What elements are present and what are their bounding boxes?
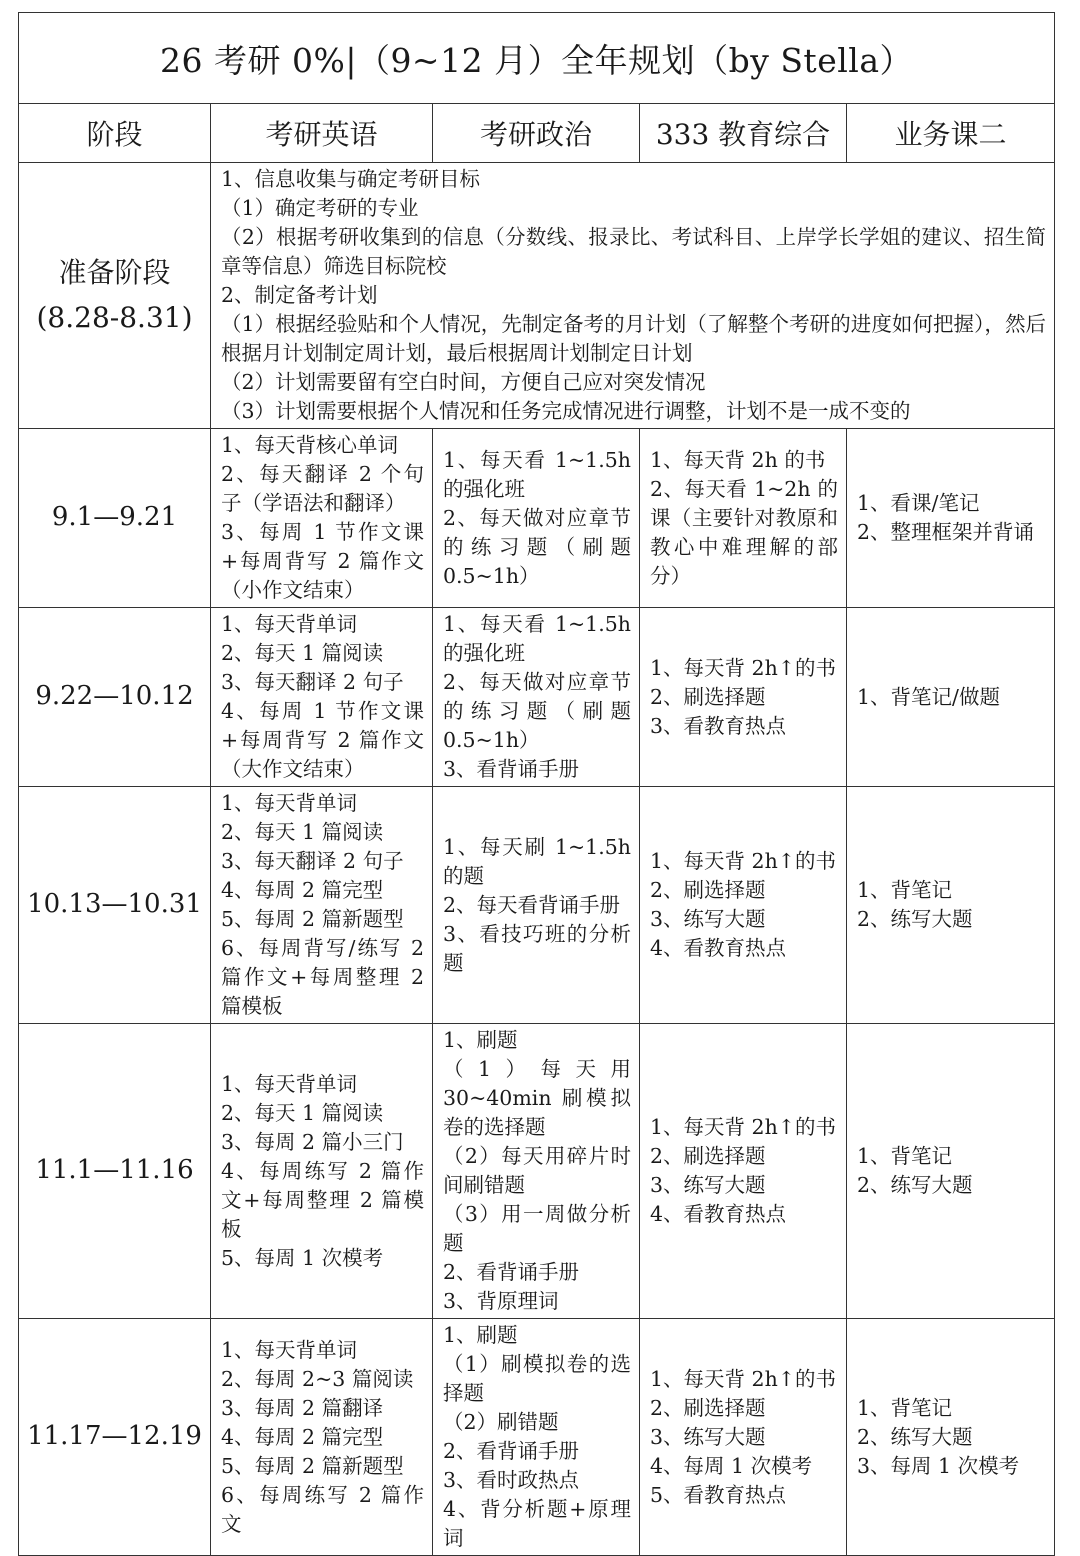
course2-cell (847, 1319, 1055, 1556)
task-line: 2、练写大题 (857, 1424, 973, 1449)
task-line: 3、练写大题 (650, 1173, 766, 1197)
task-line: 3、看背诵手册 (443, 757, 580, 781)
task-line: 5、每周 2 篇新题型 (221, 1453, 404, 1478)
task-line: 2、每天 1 篇阅读 (221, 820, 384, 844)
prep-stage-cell (19, 163, 211, 429)
stage-cell: 9.22—10.12 (19, 608, 211, 787)
task-line: 1、每天看 1~1.5h 的强化班 (443, 447, 638, 501)
task-line: 1、每天背单词 (221, 612, 358, 636)
task-line: 1、每天看 1~1.5h 的强化班 (443, 612, 638, 665)
task-line: 1、每天背 2h↑的书 (650, 1366, 836, 1391)
edu333-cell (640, 1319, 847, 1556)
table-row (19, 1024, 1055, 1319)
task-line: 3、练写大题 (650, 907, 766, 931)
prep-stage-dates: (8.28-8.31) (36, 300, 193, 334)
english-cell (211, 608, 433, 787)
task-line: 1、每天背单词 (221, 1337, 358, 1362)
task-line: 3、每周 2 篇小三门 (221, 1129, 404, 1154)
course2-cell (847, 1024, 1055, 1319)
task-line: 1、每天背核心单词 (221, 433, 399, 457)
task-line: 2、每天看背诵手册 (443, 892, 621, 917)
task-line: 1、每天背 2h 的书 (650, 447, 826, 472)
task-line: 1、每天背 2h↑的书 (650, 655, 836, 680)
task-line: 4、每周 2 篇完型 (221, 878, 384, 902)
task-line: 2、刷选择题 (650, 684, 766, 709)
politics-cell (433, 429, 640, 608)
task-line: 2、每天做对应章节的练习题（刷题 0.5~1h） (443, 670, 638, 752)
plan-table (18, 12, 1055, 1556)
edu333-cell (640, 1024, 847, 1319)
stage-cell: 11.1—11.16 (19, 1024, 211, 1319)
task-line: 2、每天 1 篇阅读 (221, 1100, 384, 1125)
task-line: 3、每周 2 篇翻译 (221, 1395, 384, 1420)
task-line: 1、每天背单词 (221, 1071, 358, 1096)
edu333-cell (640, 429, 847, 608)
task-line: 3、背原理词 (443, 1289, 559, 1313)
course2-cell (847, 429, 1055, 608)
task-line: 4、每周 1 节作文课+每周背写 2 篇作文（大作文结束） (221, 699, 424, 781)
task-line: 4、每周 1 次模考 (650, 1453, 813, 1478)
task-line: （2）刷错题 (443, 1410, 559, 1434)
header-course2: 业务课二 (847, 104, 1055, 163)
english-cell (211, 787, 433, 1024)
english-cell (211, 1024, 433, 1319)
task-line: 4、每周 2 篇完型 (221, 1424, 384, 1449)
course2-cell (847, 787, 1055, 1024)
task-line: 1、刷题 (443, 1323, 518, 1347)
task-line: 2、每天做对应章节的练习题（刷题 0.5~1h） (443, 505, 638, 588)
task-line: （2）每天用碎片时间刷错题 (443, 1144, 631, 1197)
task-line: 2、练写大题 (857, 1173, 973, 1197)
task-line: 1、背笔记 (857, 1144, 953, 1168)
task-line: 4、每周练写 2 篇作文+每周整理 2 篇模板 (221, 1158, 424, 1241)
table-row (19, 787, 1055, 1024)
table-row (19, 608, 1055, 787)
task-line: 3、看技巧班的分析题 (443, 921, 631, 975)
politics-cell (433, 787, 640, 1024)
stage-cell: 10.13—10.31 (19, 787, 211, 1024)
table-title: 26 考研 0%|（9~12 月）全年规划（by Stella） (19, 13, 1055, 104)
task-line: （1）刷模拟卷的选择题 (443, 1352, 631, 1405)
task-line: 1、每天背单词 (221, 791, 358, 815)
task-line: 1、看课/笔记 (857, 491, 980, 515)
task-line: 1、每天背 2h↑的书 (650, 849, 836, 873)
course2-cell (847, 608, 1055, 787)
stage-cell: 11.17—12.19 (19, 1319, 211, 1556)
task-line: 4、看教育热点 (650, 936, 787, 960)
task-line: 5、每周 2 篇新题型 (221, 907, 404, 931)
task-line: 2、每天 1 篇阅读 (221, 641, 384, 665)
prep-line: （3）计划需要根据个人情况和任务完成情况进行调整，计划不是一成不变的 (221, 399, 911, 423)
prep-row (19, 163, 1055, 429)
task-line: 2、刷选择题 (650, 878, 766, 902)
header-row (19, 104, 1055, 163)
task-line: 2、看背诵手册 (443, 1260, 580, 1284)
task-line: 1、刷题 (443, 1028, 518, 1052)
english-cell (211, 429, 433, 608)
task-line: 3、看教育热点 (650, 713, 787, 738)
task-line: 3、每周 1 节作文课+每周背写 2 篇作文（小作文结束） (221, 520, 424, 602)
task-line: 6、每周练写 2 篇作文 (221, 1482, 424, 1536)
prep-line: （2）根据考研收集到的信息（分数线、报录比、考试科目、上岸学长学姐的建议、招生简章等信息）筛选目标院校 (221, 225, 1047, 278)
task-line: 1、背笔记 (857, 878, 953, 902)
table-row (19, 429, 1055, 608)
edu333-cell (640, 787, 847, 1024)
task-line: 1、每天背 2h↑的书 (650, 1115, 836, 1139)
task-line: （1）每天用 30~40min 刷模拟卷的选择题 (443, 1057, 638, 1139)
task-line: 2、练写大题 (857, 907, 973, 931)
task-line: 2、每天看 1~2h 的课（主要针对教原和教心中难理解的部分） (650, 476, 838, 588)
task-line: 2、刷选择题 (650, 1144, 766, 1168)
prep-line: 1、信息收集与确定考研目标 (221, 167, 481, 191)
task-line: 2、每周 2~3 篇阅读 (221, 1366, 414, 1391)
prep-line: （1）确定考研的专业 (221, 196, 419, 220)
task-line: 5、看教育热点 (650, 1482, 787, 1507)
task-line: 3、每天翻译 2 句子 (221, 849, 404, 873)
task-line: 1、背笔记/做题 (857, 684, 1000, 709)
table-row (19, 1319, 1055, 1556)
task-line: （3）用一周做分析题 (443, 1202, 631, 1255)
politics-cell (433, 1024, 640, 1319)
prep-line: 2、制定备考计划 (221, 283, 378, 307)
header-politics: 考研政治 (433, 104, 640, 163)
task-line: 2、刷选择题 (650, 1395, 766, 1420)
task-line: 3、练写大题 (650, 1424, 766, 1449)
plan-document (18, 12, 1054, 1556)
task-line: 6、每周背写/练写 2 篇作文+每周整理 2 篇模板 (221, 936, 431, 1018)
task-line: 2、看背诵手册 (443, 1439, 580, 1463)
edu333-cell (640, 608, 847, 787)
task-line: 4、看教育热点 (650, 1202, 787, 1226)
task-line: 3、看时政热点 (443, 1468, 580, 1492)
task-line: 2、每天翻译 2 个句子（学语法和翻译） (221, 462, 424, 515)
task-line: 2、整理框架并背诵 (857, 520, 1035, 544)
title-row (19, 13, 1055, 104)
header-english: 考研英语 (211, 104, 433, 163)
prep-line: （1）根据经验贴和个人情况，先制定备考的月计划（了解整个考研的进度如何把握），然后根据月计划制定周计划，最后根据周计划制定日计划 (221, 312, 1047, 365)
header-stage: 阶段 (19, 104, 211, 163)
prep-stage-label: 准备阶段 (58, 255, 171, 289)
task-line: 3、每周 1 次模考 (857, 1453, 1020, 1478)
task-line: 4、背分析题+原理词 (443, 1497, 631, 1550)
stage-cell: 9.1—9.21 (19, 429, 211, 608)
prep-line: （2）计划需要留有空白时间，方便自己应对突发情况 (221, 370, 706, 394)
politics-cell (433, 608, 640, 787)
task-line: 5、每周 1 次模考 (221, 1245, 384, 1270)
task-line: 1、背笔记 (857, 1395, 953, 1420)
prep-content (211, 163, 1055, 429)
task-line: 1、每天刷 1~1.5h 的题 (443, 834, 638, 888)
header-edu333: 333 教育综合 (640, 104, 847, 163)
english-cell (211, 1319, 433, 1556)
task-line: 3、每天翻译 2 句子 (221, 670, 404, 694)
politics-cell (433, 1319, 640, 1556)
